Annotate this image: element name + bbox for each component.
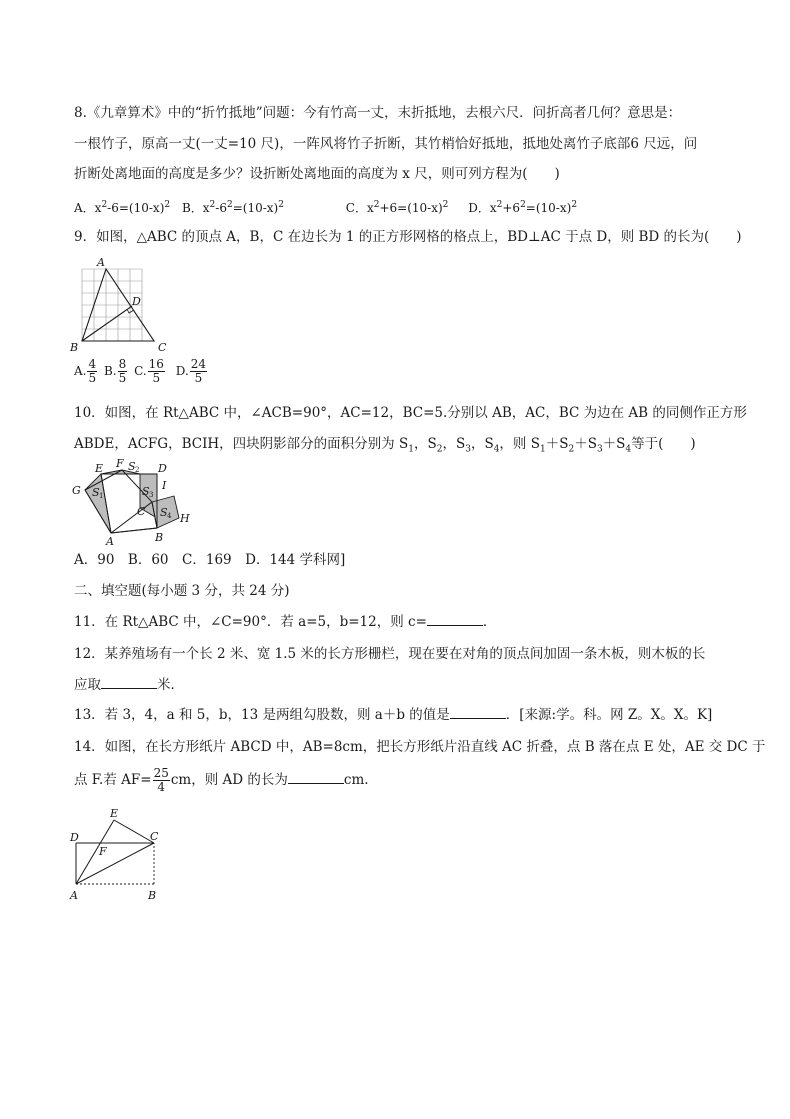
svg-text:S: S — [92, 486, 100, 499]
q14-label-b: B — [148, 889, 157, 902]
svg-text:1: 1 — [99, 492, 104, 500]
q12-answer-blank[interactable] — [101, 676, 157, 689]
q10-figure — [68, 458, 198, 548]
q9-segment-bd — [82, 306, 132, 341]
q12-line2: 应取 米． — [74, 677, 184, 693]
svg-text:S: S — [142, 485, 150, 498]
q8-options — [74, 196, 577, 217]
q9-option-b: B. $\frac{8}{5}$ — [103, 357, 127, 385]
q10-line2: ABDE，ACFG，BCIH，四块阴影部分的面积分别为 $S_1$，$S_2$，$S_3$，$S_4$，则 $S_1+S_2+S_3+S_4$等于( ) — [74, 436, 696, 455]
q10-label-f: F — [116, 457, 124, 470]
q9-label-b: B — [70, 341, 79, 354]
svg-text:3: 3 — [149, 491, 154, 499]
q10-options: A．90 B．60 C．169 D．144 学科网] — [74, 552, 346, 568]
q8-line1: 8.《九章算术》中的“折竹抵地”问题：今有竹高一丈，末折抵地，去根六尺．问折高者几何？意思是： — [74, 105, 682, 121]
q14-answer-blank[interactable] — [288, 771, 344, 784]
svg-text:4: 4 — [167, 512, 172, 520]
q9-option-d: D. $\frac{24}{5}$ — [175, 357, 207, 385]
q14-figure — [68, 808, 178, 908]
q14-label-d: D — [70, 831, 79, 844]
q8-line3: 折断处离地面的高度是多少？设折断处离地面的高度为 x 尺，则可列方程为( ) — [74, 166, 560, 182]
q14-segment-ec — [114, 820, 154, 843]
q13-answer-blank[interactable] — [450, 706, 506, 719]
q14-label-a: A — [70, 889, 78, 902]
q10-label-s2 — [128, 460, 139, 474]
q9-figure — [70, 255, 180, 355]
q12-line1: 12．某养殖场有一个长 2 米、宽 1.5 米的长方形栅栏，现在要在对角的顶点间加固一条木板，则木板的长 — [74, 646, 706, 662]
q10-label-e: E — [95, 462, 104, 475]
q10-label-d: D — [158, 462, 167, 475]
svg-text:S: S — [128, 460, 136, 473]
q10-label-g: G — [72, 484, 81, 497]
q14-label-f: F — [99, 845, 107, 858]
section-2-heading: 二、填空题(每小题 3 分，共 24 分) — [74, 583, 290, 599]
q9-label-d: D — [132, 295, 141, 308]
q9-options — [74, 358, 208, 385]
q14-af-fraction: $\frac{25}{4}$ — [153, 766, 169, 794]
q8-option-d: D．$x^2+6^2=(10-x)^2$ — [468, 200, 578, 215]
q14-label-e: E — [110, 807, 119, 820]
svg-text:2: 2 — [135, 466, 140, 474]
q14-line2: 点 F.若 AF= $\frac{25}{4}$ cm，则 AD 的长为 cm. — [74, 766, 369, 794]
q8-option-a: A．$x^2-6=(10-x)^2$ — [74, 200, 171, 215]
q10-segment-ab — [111, 528, 157, 533]
q9-option-c: C. $\frac{16}{5}$ — [134, 357, 164, 385]
q11-answer-blank[interactable] — [427, 613, 483, 626]
q8-line2: 一根竹子，原高一丈(一丈=10 尺)，一阵风将竹子折断，其竹梢恰好抵地，抵地处离竹子底部6 尺远，问 — [74, 136, 698, 152]
q11: 11．在 Rt△ABC 中，∠C=90°．若 a=5，b=12，则 c= ． — [74, 614, 497, 630]
q10-label-c: C — [137, 505, 146, 518]
q13: 13．若 3，4，a 和 5，b，13 是两组勾股数，则 a＋b 的值是 ．[来源:学。科。网 Z。X。X。K] — [74, 707, 713, 723]
q9-stem: 9．如图，△ABC 的顶点 A，B，C 在边长为 1 的正方形网格的格点上，BD⊥AC 于点 D，则 BD 的长为( ) — [74, 229, 742, 245]
q14-label-c: C — [150, 830, 159, 843]
q9-option-a: A. $\frac{4}{5}$ — [74, 357, 97, 385]
q10-label-h: H — [180, 512, 190, 525]
q14-line1: 14．如图，在长方形纸片 ABCD 中，AB=8cm，把长方形纸片沿直线 AC 折叠，点 B 落在点 E 处，AE 交 DC 于 — [74, 739, 766, 755]
q8-option-b: B．$x^2-6^2=(10-x)^2$ — [181, 200, 284, 215]
q8-option-c: C．$x^2+6=(10-x)^2$ — [345, 200, 449, 215]
q10-label-a: A — [106, 535, 114, 548]
svg-text:S: S — [160, 506, 168, 519]
q9-label-c: C — [158, 341, 167, 354]
q10-label-b: B — [155, 531, 164, 544]
q10-line1: 10．如图，在 Rt△ABC 中，∠ACB=90°，AC=12，BC=5.分别以 AB，AC，BC 为边在 AB 的同侧作正方形 — [74, 405, 747, 421]
q10-label-i: I — [162, 479, 167, 492]
q9-label-a: A — [97, 256, 105, 269]
